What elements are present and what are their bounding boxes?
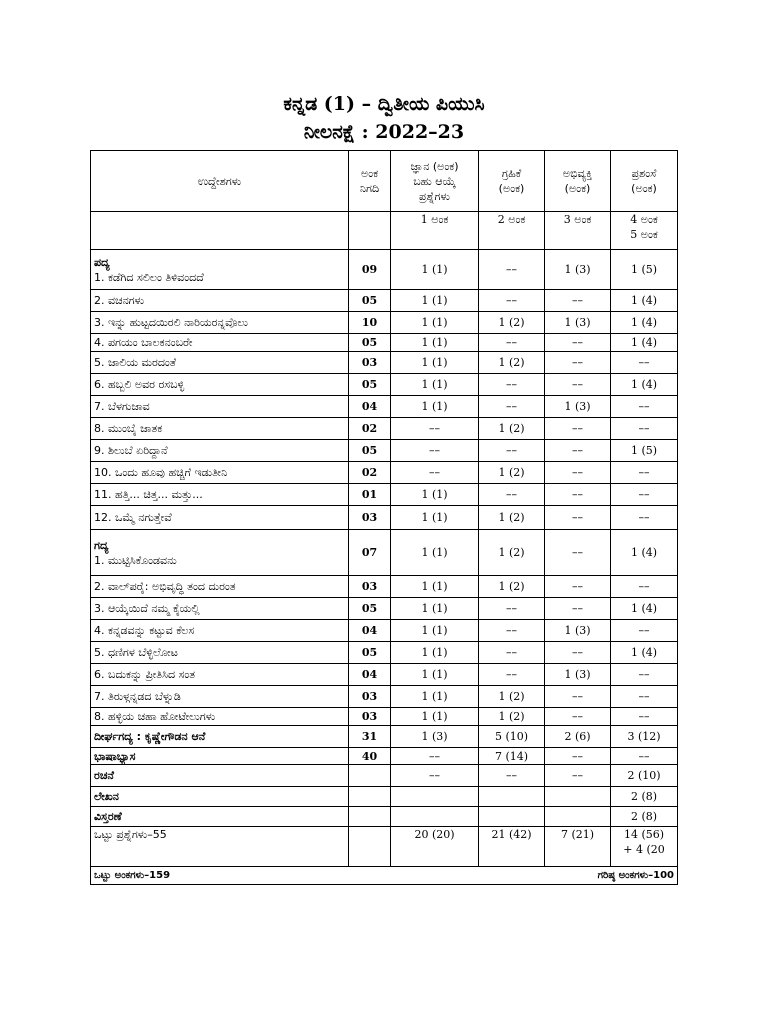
totals-expression: 7 (21) — [545, 827, 611, 867]
header-appreciation: ಪ್ರಶಂಸೆ (ಅಂಕ) — [611, 151, 678, 212]
table-row: 5. ಜಾಲಿಯ ಮರದಂತೆ 03 1 (1) 1 (2) –– –– — [91, 352, 678, 374]
totals-understanding: 21 (42) — [479, 827, 545, 867]
totals-appreciation: 14 (56) + 4 (20 — [611, 827, 678, 867]
table-row: 9. ಶಿಲುಬೆ ಏರಿದ್ದಾನೆ 05 –– –– –– 1 (5) — [91, 440, 678, 462]
table-row: ಭಾಷಾಭ್ಯಾಸ 40 –– 7 (14) –– –– — [91, 748, 678, 765]
subheader-knowledge: 1 ಅಂಕ — [391, 212, 479, 250]
table-row: ಲೇಖನ 2 (8) — [91, 787, 678, 807]
table-header-row — [91, 151, 678, 212]
section-heading-prose: ಗದ್ಯ — [94, 538, 109, 552]
table-row: 2. ವಚನಗಳು 05 1 (1) –– –– 1 (4) — [91, 290, 678, 312]
totals-label: ಒಟ್ಟು ಪ್ರಶ್ನೆಗಳು–55 — [91, 827, 349, 867]
totals-row — [91, 827, 678, 867]
table-row: 4. ಪಗಯಂ ಬಾಲಕನಂಬರೇ 05 1 (1) –– –– 1 (4) — [91, 334, 678, 352]
table-row: 4. ಕನ್ನಡವನ್ನು ಕಟ್ಟುವ ಕೆಲಸ 04 1 (1) –– 1 (3) –– — [91, 620, 678, 642]
table-row: 10. ಒಂದು ಹೂವು ಹಚ್ಚಿಗೆ ಇಡುತೀನಿ 02 –– 1 (2) –– –– — [91, 462, 678, 484]
table-row: 6. ಹಬ್ಬಲಿ ಅವರ ರಸಬಳ್ಳಿ 05 1 (1) –– –– 1 (4) — [91, 374, 678, 396]
subheader-appreciation: 4 ಅಂಕ 5 ಅಂಕ — [611, 212, 678, 250]
totals-knowledge: 20 (20) — [391, 827, 479, 867]
table-row: 3. ಇನ್ನು ಹುಟ್ಟದಯಿರಲಿ ನಾರಿಯರನ್ನವೊಲು 10 1 (1) 1 (2) 1 (3) 1 (4) — [91, 312, 678, 334]
table-row: 3. ಆಯ್ಕೆಯಿದೆ ನಮ್ಮ ಕೈಯಲ್ಲಿ 05 1 (1) –– –– 1 (4) — [91, 598, 678, 620]
table-row: 7. ತಿರುಳ್ಗನ್ನಡದ ಬೆಳ್ನುಡಿ 03 1 (1) 1 (2) –– –– — [91, 686, 678, 708]
table-row: 12. ಒಮ್ಮೆ ನಗುತ್ತೇವೆ 03 1 (1) 1 (2) –– –– — [91, 506, 678, 530]
table-row: 8. ಹಳ್ಳಿಯ ಚಹಾ ಹೋಟೇಲುಗಳು 03 1 (1) 1 (2) –– –– — [91, 708, 678, 726]
table-row: 11. ಹತ್ತಿ... ಚಿತ್ತ... ಮತ್ತು... 01 1 (1) –– –– –– — [91, 484, 678, 506]
header-marks: ಅಂಕ ನಿಗದಿ — [349, 151, 391, 212]
blueprint-table — [90, 150, 678, 885]
table-row: ರಚನೆ –– –– –– 2 (10) — [91, 765, 678, 787]
header-objectives: ಉದ್ದೇಶಗಳು — [91, 151, 349, 212]
header-understanding: ಗ್ರಹಿಕೆ (ಅಂಕ) — [479, 151, 545, 212]
page-title: ಕನ್ನಡ (1) – ದ್ವಿತೀಯ ಪಿಯುಸಿ — [283, 93, 485, 115]
table-row: ಪದ್ಯ 1. ಕಡೆಗಿದ ಸಲಿಲಂ ತಿಳಿವಂದದೆ 09 1 (1) –– 1 (3) 1 (5) — [91, 250, 678, 290]
table-row: ಗದ್ಯ 1. ಮುಟ್ಟಿಸಿಕೊಂಡವನು 07 1 (1) 1 (2) –– 1 (4) — [91, 530, 678, 576]
table-row: 5. ಧಣಿಗಳ ಬೆಳ್ಳಿಲೋಟ 05 1 (1) –– –– 1 (4) — [91, 642, 678, 664]
subheader-understanding: 2 ಅಂಕ — [479, 212, 545, 250]
header-expression: ಅಭಿವ್ಯಕ್ತಿ (ಅಂಕ) — [545, 151, 611, 212]
total-marks: ಒಟ್ಟು ಅಂಕಗಳು–159 — [91, 867, 479, 885]
table-row: 6. ಬದುಕನ್ನು ಪ್ರೀತಿಸಿದ ಸಂತ 04 1 (1) –– 1 (3) –– — [91, 664, 678, 686]
section-heading-poetry: ಪದ್ಯ — [94, 255, 110, 269]
table-subheader-row — [91, 212, 678, 250]
footer-row — [91, 867, 678, 885]
table-row: ವಿಸ್ತರಣೆ 2 (8) — [91, 807, 678, 827]
table-row: 7. ಬೆಳಗುಜಾವ 04 1 (1) –– 1 (3) –– — [91, 396, 678, 418]
page-subtitle: ನೀಲನಕ್ಷೆ : 2022–23 — [303, 121, 465, 143]
header-knowledge: ಜ್ಞಾನ (ಅಂಕ) ಬಹು ಆಯ್ಕೆ ಪ್ರಶ್ನೆಗಳು — [391, 151, 479, 212]
max-marks: ಗರಿಷ್ಠ ಅಂಕಗಳು–100 — [479, 867, 678, 885]
table-row: ದೀರ್ಘಗದ್ಯ : ಕೃಷ್ಣೇಗೌಡನ ಆನೆ 31 1 (3) 5 (10) 2 (6) 3 (12) — [91, 726, 678, 748]
subheader-expression: 3 ಅಂಕ — [545, 212, 611, 250]
table-row: 8. ಮುಂಬೈ ಜಾತಕ 02 –– 1 (2) –– –– — [91, 418, 678, 440]
table-row: 2. ವಾಲ್‌ಪರೈ: ಅಭಿವೃದ್ಧಿ ತಂದ ದುರಂತ 03 1 (1) 1 (2) –– –– — [91, 576, 678, 598]
